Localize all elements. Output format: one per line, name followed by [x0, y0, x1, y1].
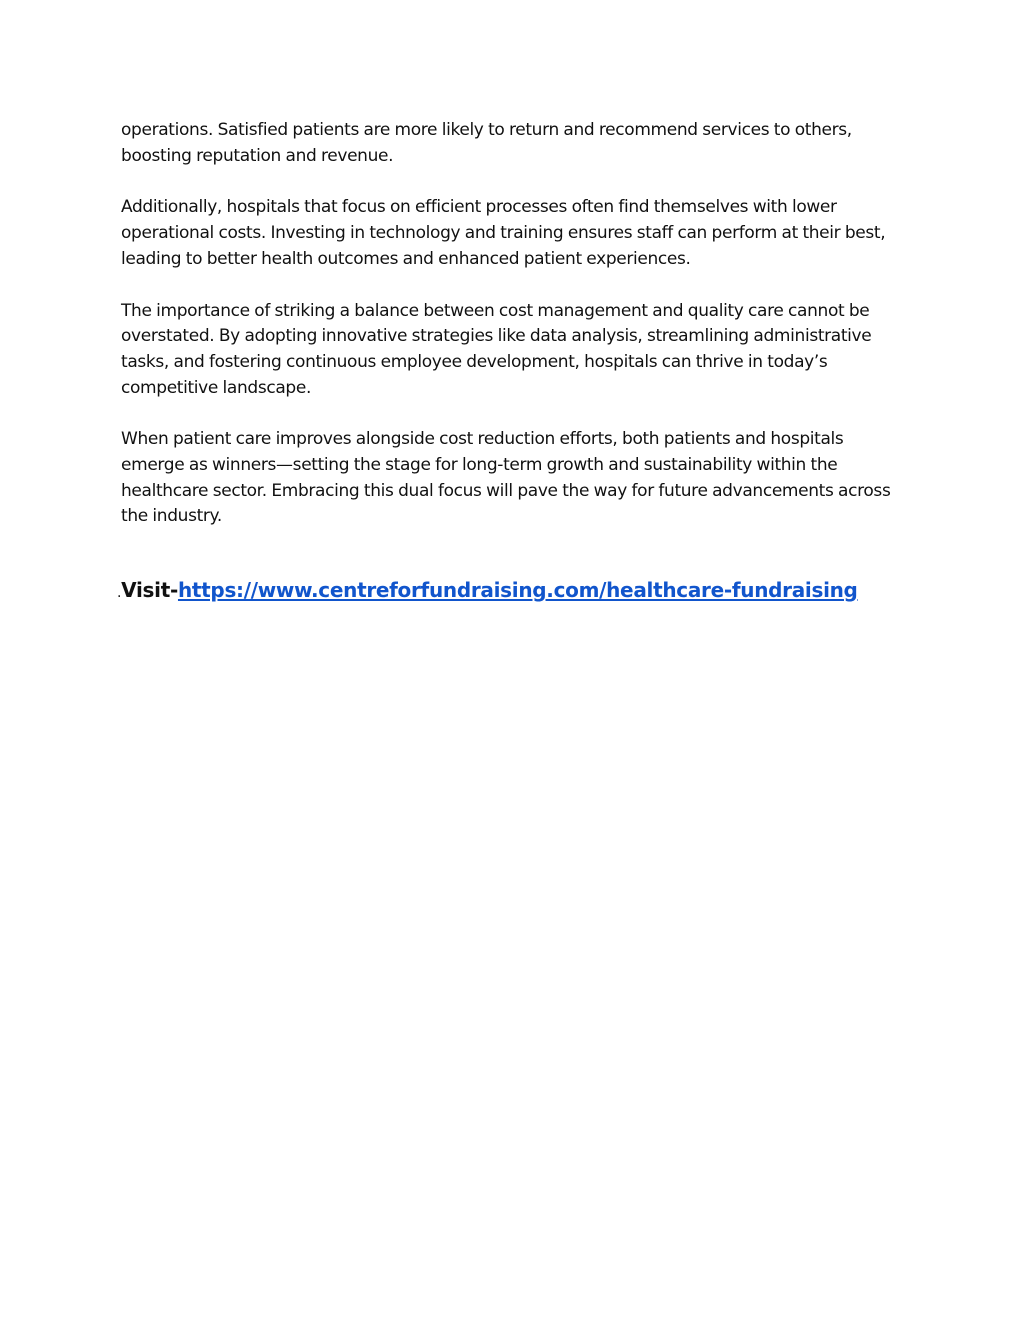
document-body	[117, 118, 911, 607]
visit-prefix: .	[117, 585, 122, 602]
visit-line	[117, 576, 907, 607]
fundraising-link[interactable]: https://www.centreforfundraising.com/healthcare-fundraising	[177, 578, 858, 603]
paragraph-operations: operations. Satisfied patients are more likely to return and recommend services to others, boosting reputation and revenue.	[121, 120, 852, 166]
paragraph-conclusion: When patient care improves alongside cost reduction efforts, both patients and hospitals emerge as winners—setting the stage for long-term growth and sustainability within the healthcare sector. Embracing this dual focus will pave the way for future advancements across the industry.	[121, 429, 891, 527]
paragraph-efficient-processes: Additionally, hospitals that focus on efficient processes often find themselves with lower operational costs. Investing in technology and training ensures staff can perform at their best, leading to better health outcomes and enhanced patient experiences.	[121, 197, 886, 269]
visit-label: Visit-	[121, 578, 178, 603]
paragraph-balance: The importance of striking a balance between cost management and quality care cannot be overstated. By adopting innovative strategies like data analysis, streamlining administrative tasks, and fostering continuous employee development, hospitals can thrive in today’s competitive landscape.	[121, 300, 872, 398]
